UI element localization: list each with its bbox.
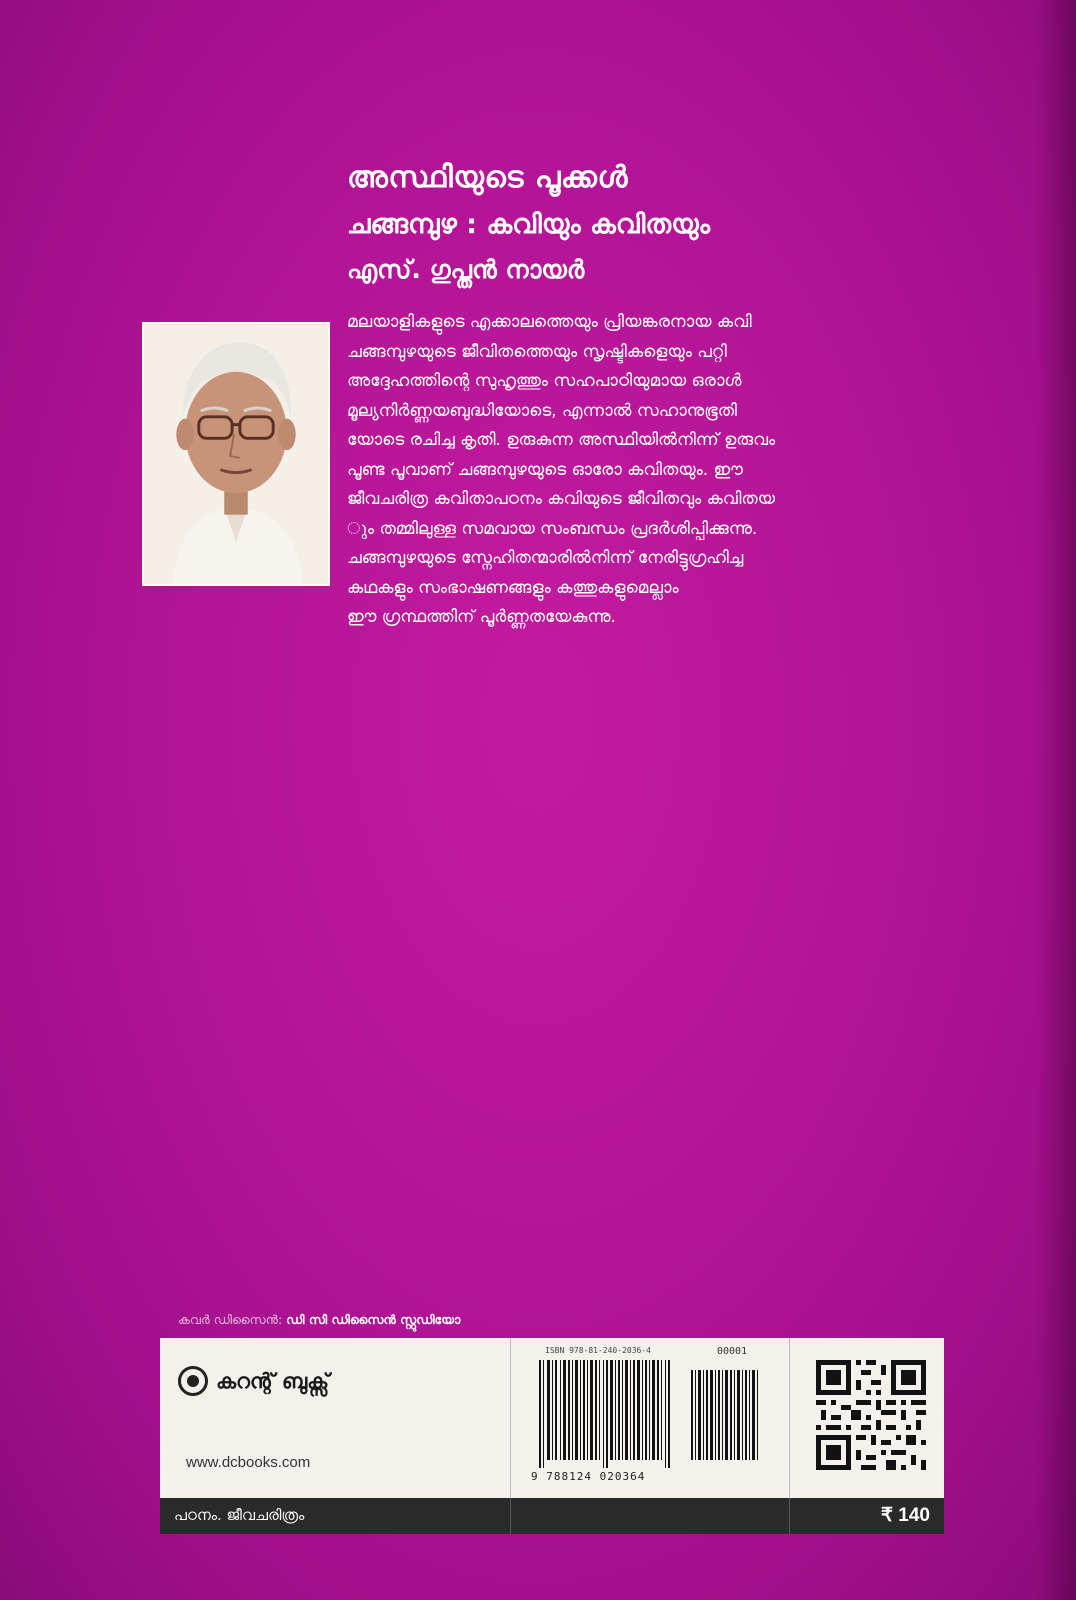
book-title: അസ്ഥിയുടെ പൂക്കൾ: [347, 160, 628, 195]
cover-design-credit: [178, 1312, 460, 1328]
barcode-cell: [511, 1338, 790, 1498]
title-block: [347, 160, 710, 285]
cover-edge-shadow: [1036, 0, 1076, 1600]
qr-cell: [790, 1338, 944, 1498]
isbn-digits: 9 788124 020364: [531, 1470, 646, 1483]
publisher-panel: [160, 1338, 944, 1498]
book-subtitle: ചങ്ങമ്പുഴ : കവിയും കവിതയും: [347, 209, 711, 240]
publisher-name: കറന്റ് ബുക്സ്: [216, 1368, 330, 1393]
credit-value: ഡി സി ഡിസൈൻ സ്റ്റുഡിയോ: [286, 1312, 461, 1327]
current-books-logo-icon: [178, 1366, 208, 1396]
author-photo: [142, 322, 330, 586]
barcode-icon: [539, 1360, 769, 1468]
footer-bar: [160, 1498, 944, 1534]
publisher-website[interactable]: www.dcbooks.com: [186, 1454, 311, 1471]
book-description: [347, 308, 967, 633]
publisher-cell: [160, 1338, 511, 1498]
credit-label: കവർ ഡിസൈൻ:: [178, 1312, 283, 1327]
publisher-logo-row: [178, 1366, 329, 1396]
isbn-text: ISBN 978-81-240-2036-4: [545, 1346, 651, 1355]
description-line: പൂണ്ട പൂവാണ് ചങ്ങമ്പുഴയുടെ ഓരോ കവിതയും. ഈ: [347, 459, 743, 480]
book-category: പഠനം. ജീവചരിത്രം: [174, 1506, 305, 1524]
description-line: ചങ്ങമ്പുഴയുടെ സ്നേഹിതന്മാരിൽനിന്ന് നേരിട്ടുഗ്രഹിച്ച: [347, 548, 744, 568]
description-line: അദ്ദേഹത്തിന്റെ സുഹൃത്തും സഹപാഠിയുമായ ഒരാൾ: [347, 371, 742, 391]
qr-code-icon[interactable]: [816, 1360, 926, 1470]
description-line: ും തമ്മിലുള്ള സമവായ സംബന്ധം പ്രദർശിപ്പിക്കുന്നു.: [347, 518, 758, 539]
barcode-addon-code: 00001: [717, 1346, 748, 1357]
description-line: ഈ ഗ്രന്ഥത്തിന് പൂർണ്ണതയേകുന്നു.: [347, 607, 616, 627]
description-line: കഥകളും സംഭാഷണങ്ങളും കത്തുകളുമെല്ലാം: [347, 577, 679, 598]
description-line: ജീവചരിത്ര കവിതാപഠനം കവിയുടെ ജീവിതവും കവിതയ: [347, 489, 775, 509]
description-line: യോടെ രചിച്ച കൃതി. ഉരുകുന്ന അസ്ഥിയിൽനിന്ന് ഉരുവം: [347, 430, 776, 450]
footer-divider: [789, 1498, 790, 1534]
description-line: ചങ്ങമ്പുഴയുടെ ജീവിതത്തെയും സൃഷ്ടികളെയും പറ്റി: [347, 341, 727, 362]
description-line: മൂല്യനിർണ്ണയബുദ്ധിയോടെ, എന്നാൽ സഹാനുഭൂതി: [347, 400, 737, 421]
footer-divider: [510, 1498, 511, 1534]
description-line: മലയാളികളുടെ എക്കാലത്തെയും പ്രിയങ്കരനായ കവി: [347, 312, 752, 332]
book-author: എസ്. ഗുപ്തൻ നായർ: [347, 255, 585, 284]
book-price: ₹ 140: [880, 1505, 930, 1526]
